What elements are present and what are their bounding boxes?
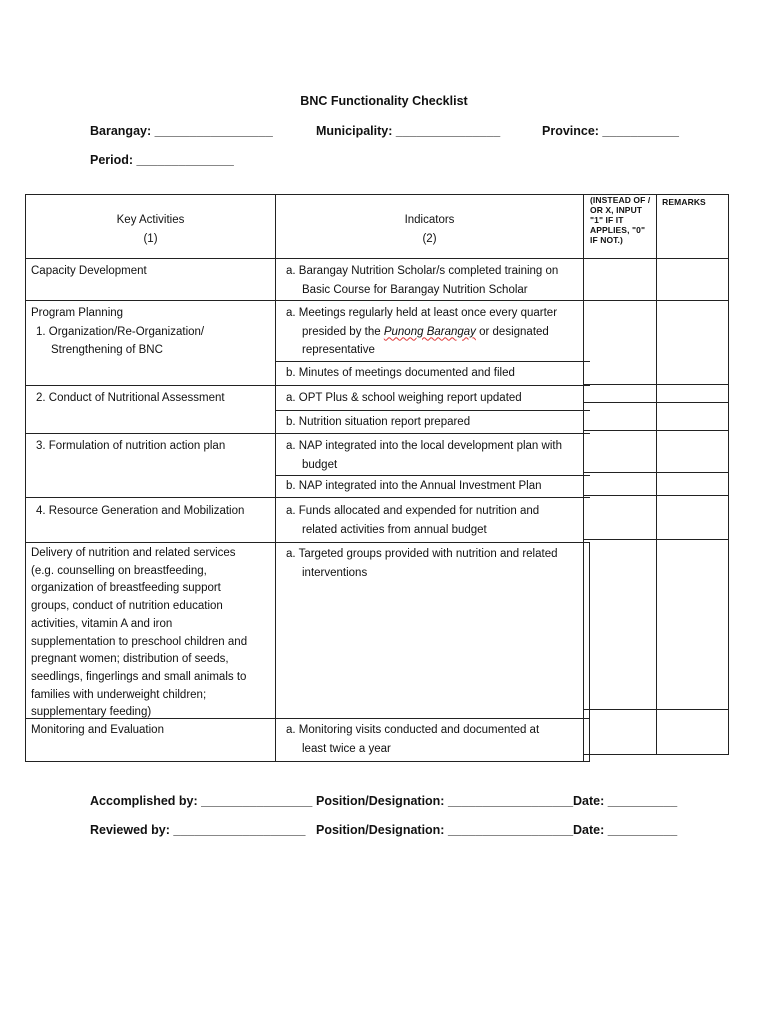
- row-divider: [583, 495, 729, 496]
- row-divider: [583, 402, 729, 403]
- row-divider: [275, 475, 590, 476]
- indicators-number: (2): [422, 232, 437, 245]
- activity-resource-generation: 4. Resource Generation and Mobilization: [36, 505, 245, 517]
- row-divider: [275, 361, 590, 362]
- remarks-header: REMARKS: [662, 197, 706, 207]
- activity-text: supplementary feeding): [31, 706, 152, 719]
- activity-text: families with underweight children;: [31, 688, 207, 701]
- key-activities-number: (1): [143, 232, 158, 245]
- indicator-text: Basic Course for Barangay Nutrition Scholar: [302, 283, 528, 296]
- row-divider: [25, 385, 590, 386]
- indicators-header: [276, 211, 583, 248]
- barangay-field[interactable]: Barangay: _________________: [90, 124, 273, 138]
- activity-text: seedlings, fingerlings and small animals to: [31, 670, 247, 683]
- row-divider: [583, 384, 729, 385]
- position-designation-field[interactable]: Position/Designation: __________________: [316, 794, 574, 808]
- checkmark-instructions-header: (INSTEAD OF / OR X, INPUT "1" IF IT APPLIES, "0" IF NOT.): [590, 195, 651, 245]
- row-divider: [583, 300, 729, 301]
- row-divider: [25, 542, 590, 543]
- activity-text: supplementation to preschool children and: [31, 635, 248, 648]
- date-field[interactable]: Date: __________: [573, 823, 678, 837]
- activity-service-delivery: [31, 545, 273, 722]
- activity-text: organization of breastfeeding support: [31, 582, 221, 595]
- table-border-right: [728, 194, 729, 755]
- indicator-text: a. NAP integrated into the local development plan with: [286, 440, 562, 452]
- activity-text: Program Planning: [31, 307, 124, 319]
- indicator-capacity-a: [286, 262, 582, 299]
- indicator-monitoring-a: [286, 721, 582, 758]
- row-divider: [25, 433, 590, 434]
- page-title: BNC Functionality Checklist: [300, 94, 468, 108]
- activity-text: groups, conduct of nutrition education: [31, 600, 223, 613]
- activity-text: Delivery of nutrition and related services: [31, 547, 236, 559]
- column-divider: [275, 194, 276, 762]
- row-divider: [25, 497, 590, 498]
- accomplished-by-field[interactable]: Accomplished by: ________________: [90, 794, 313, 808]
- indicator-text: interventions: [302, 566, 368, 579]
- date-field[interactable]: Date: __________: [573, 794, 678, 808]
- indicator-text: a. Meetings regularly held at least once every quarter: [286, 307, 558, 319]
- reviewed-by-field[interactable]: Reviewed by: ___________________: [90, 823, 306, 837]
- key-activities-label: Key Activities: [116, 214, 185, 226]
- indicator-assessment-a: a. OPT Plus & school weighing report updated: [286, 392, 522, 404]
- row-divider: [583, 539, 729, 540]
- indicator-text: related activities from annual budget: [302, 523, 487, 536]
- indicator-text: presided by the: [302, 325, 384, 338]
- row-divider: [25, 300, 590, 301]
- activity-formulation: 3. Formulation of nutrition action plan: [36, 440, 226, 452]
- indicator-planning-a: [286, 304, 582, 360]
- indicator-text: a. Funds allocated and expended for nutrition and: [286, 505, 540, 517]
- indicators-label: Indicators: [404, 214, 455, 226]
- row-divider: [583, 709, 729, 710]
- indicator-text: or designated: [475, 325, 549, 338]
- activity-monitoring: Monitoring and Evaluation: [31, 724, 164, 736]
- indicator-assessment-b: b. Nutrition situation report prepared: [286, 416, 471, 428]
- position-designation-field[interactable]: Position/Designation: __________________: [316, 823, 574, 837]
- indicator-text: a. Barangay Nutrition Scholar/s completed training on: [286, 265, 559, 277]
- row-divider: [583, 754, 729, 755]
- activity-nutritional-assessment: 2. Conduct of Nutritional Assessment: [36, 392, 225, 404]
- indicator-text: least twice a year: [302, 742, 391, 755]
- activity-text: (e.g. counselling on breastfeeding,: [31, 564, 207, 577]
- indicator-planning-b: b. Minutes of meetings documented and filed: [286, 367, 515, 379]
- column-divider: [589, 542, 590, 762]
- table-border-left: [25, 194, 26, 762]
- activity-capacity-development: Capacity Development: [31, 265, 147, 277]
- row-divider: [275, 410, 590, 411]
- indicator-resource-a: [286, 502, 582, 539]
- key-activities-header: [26, 211, 275, 248]
- province-field[interactable]: Province: ___________: [542, 124, 679, 138]
- activity-text: activities, vitamin A and iron: [31, 617, 173, 630]
- activity-text: 1. Organization/Re-Organization/: [36, 325, 205, 338]
- indicator-formulation-b: b. NAP integrated into the Annual Investment Plan: [286, 480, 542, 492]
- activity-text: pregnant women; distribution of seeds,: [31, 653, 229, 666]
- row-divider: [25, 258, 729, 259]
- period-field[interactable]: Period: ______________: [90, 153, 234, 167]
- indicator-text: a. Monitoring visits conducted and documented at: [286, 724, 540, 736]
- column-divider: [583, 194, 584, 762]
- indicator-text: representative: [302, 344, 375, 356]
- punong-barangay-term: Punong Barangay: [383, 325, 476, 338]
- indicator-text: budget: [302, 458, 338, 471]
- municipality-field[interactable]: Municipality: _______________: [316, 124, 501, 138]
- indicator-delivery-a: [286, 545, 582, 582]
- indicator-text: a. Targeted groups provided with nutrition and related: [286, 548, 558, 560]
- indicator-text: [286, 323, 582, 342]
- row-divider: [583, 472, 729, 473]
- row-divider: [583, 430, 729, 431]
- table-border-bottom: [25, 761, 590, 762]
- indicator-formulation-a: [286, 437, 582, 474]
- activity-program-planning: [31, 304, 271, 360]
- activity-text: Strengthening of BNC: [51, 344, 163, 356]
- column-divider: [656, 194, 657, 755]
